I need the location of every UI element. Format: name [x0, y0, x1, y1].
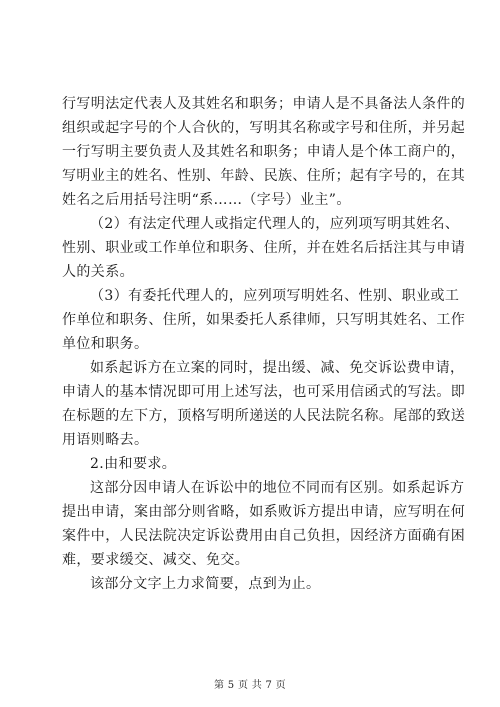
text-line: 行写明法定代表人及其姓名和职务；申请人是不具备法人条件的 [62, 96, 466, 112]
text-line: 人的关系。 [62, 264, 134, 280]
text-line: 一行写明主要负责人及其姓名和职务；申请人是个体工商户的， [62, 144, 466, 160]
paragraph-start-line: （3）有委托代理人的，应列项写明姓名、性别、职业或工 [90, 288, 460, 304]
text-line: 难，要求缓交、减交、免交。 [62, 552, 250, 568]
text-line: 在标题的左下方，顶格写明所递送的人民法院名称。尾部的致送 [62, 408, 466, 424]
page-number-footer: 第 5 页 共 7 页 [214, 680, 286, 691]
section-heading: 2.由和要求。 [90, 456, 177, 472]
text-line: 作单位和职务、住所，如果委托人系律师，只写明其姓名、工作 [62, 312, 466, 328]
document-body [62, 92, 466, 596]
text-line: 性别、职业或工作单位和职务、住所，并在姓名后括注其与申请 [62, 240, 466, 256]
text-line: 用语则略去。 [62, 432, 149, 448]
text-line: 姓名之后用括号注明“系……（字号）业主”。 [62, 192, 351, 208]
text-line: 组织或起字号的个人合伙的，写明其名称或字号和住所，并另起 [62, 120, 466, 136]
text-line: 申请人的基本情况即可用上述写法，也可采用信函式的写法。即 [62, 384, 466, 400]
text-line: 案件中，人民法院决定诉讼费用由自己负担，因经济方面确有困 [62, 528, 466, 544]
text-line: 单位和职务。 [62, 336, 149, 352]
text-line: 写明业主的姓名、性别、年龄、民族、住所；起有字号的，在其 [62, 168, 466, 184]
paragraph-start-line: 如系起诉方在立案的同时，提出缓、减、免交诉讼费申请， [90, 360, 465, 376]
text-line: 提出申请，案由部分则省略，如系败诉方提出申请，应写明在何 [62, 504, 466, 520]
paragraph-start-line: （2）有法定代理人或指定代理人的，应列项写明其姓名、 [90, 216, 460, 232]
paragraph-start-line: 该部分文字上力求简要，点到为止。 [90, 576, 321, 592]
paragraph-start-line: 这部分因申请人在诉讼中的地位不同而有区别。如系起诉方 [90, 480, 465, 496]
